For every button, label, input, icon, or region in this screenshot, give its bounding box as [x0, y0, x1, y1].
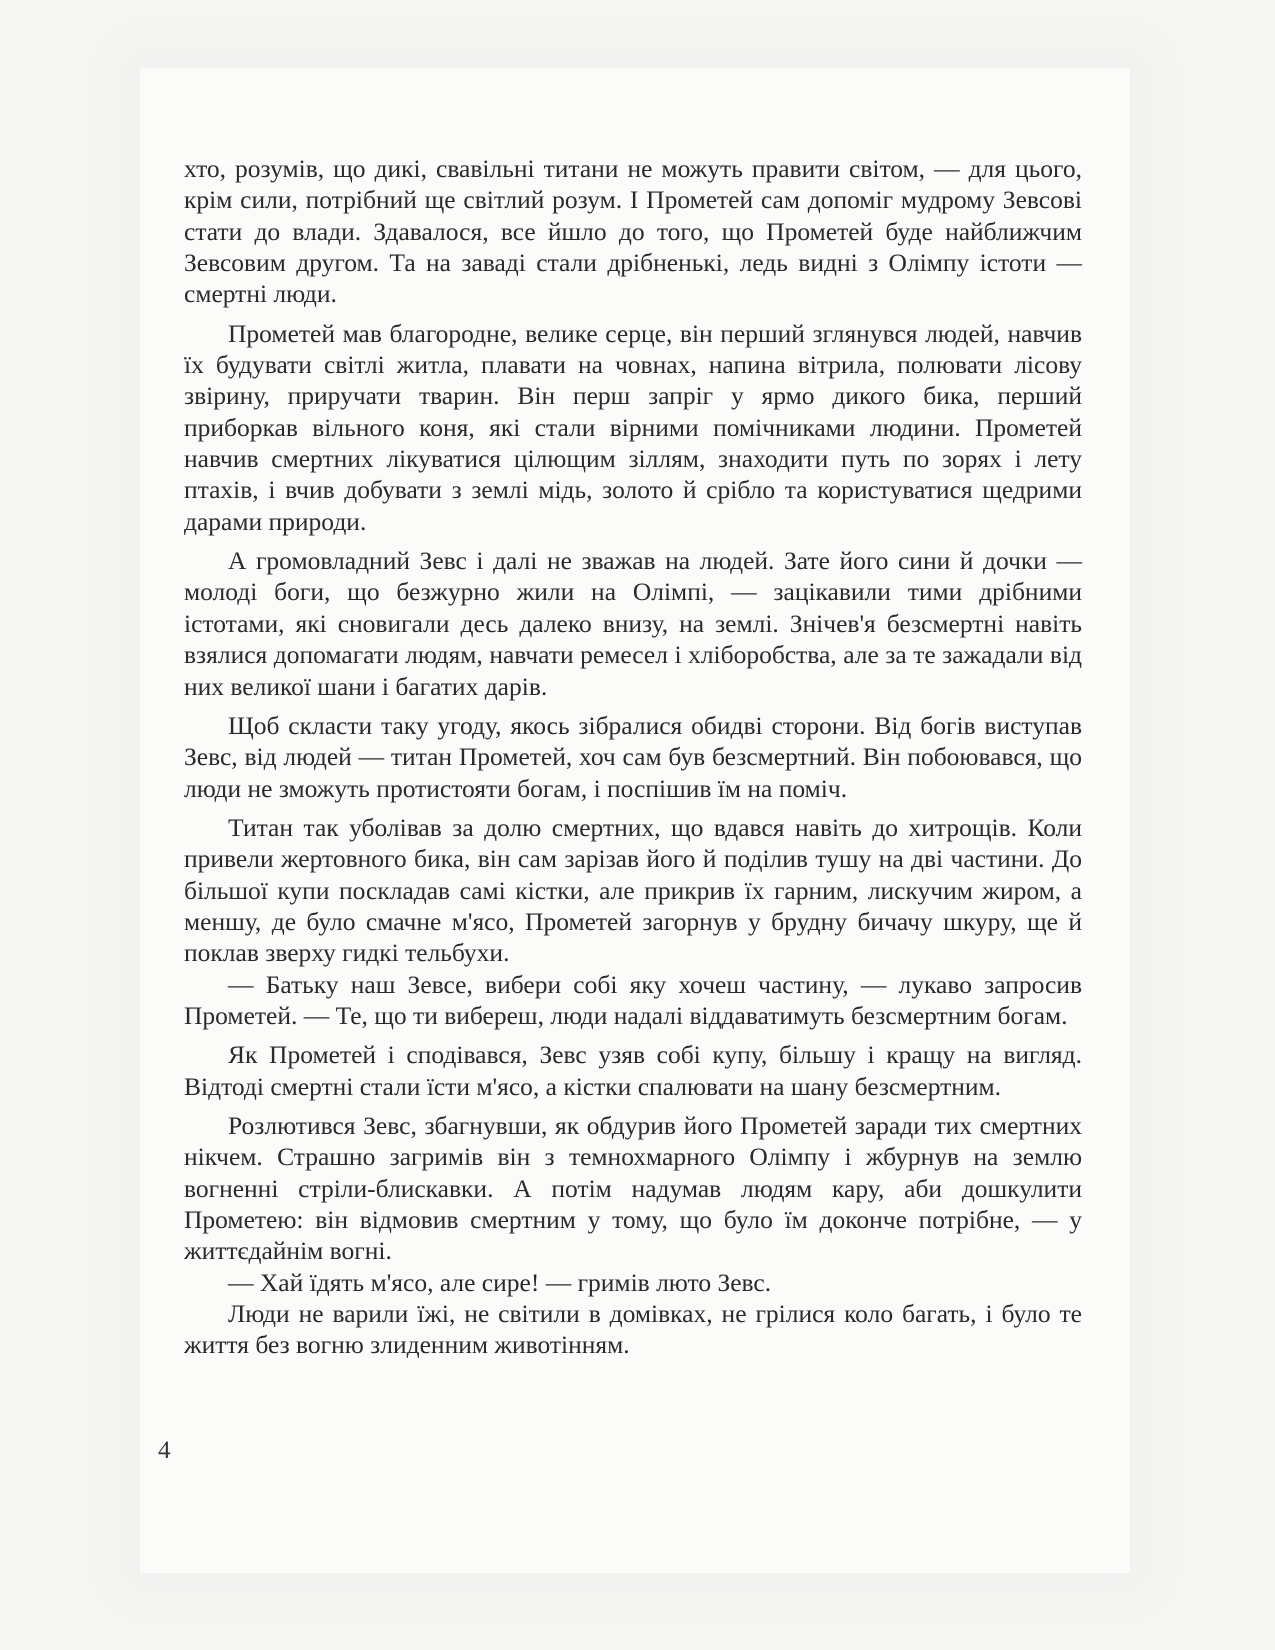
paragraph-dialogue: — Хай їдять м'ясо, але сире! — гримів люто Зевс.: [228, 1267, 772, 1297]
paragraph-dialogue: — Батьку наш Зевсе, вибери собі яку хочеш частину, — лукаво запросив Прометей. — Те, що ти виберeш, люди надалі віддаватимуть безсмертним богам.: [184, 969, 1082, 1030]
paragraph: Розлютився Зевс, збагнувши, як обдурив його Прометей заради тих смертних нікчем. Страшно загримів він з темнохмарного Олімпу і жбурнув на землю вогненні стріли-блискавки. А потім надумав людям кару, аби дошкулити Прометею: він відмовив смертним у тому, що було їм доконче потрібне, — у життєдайнім вогні.: [184, 1110, 1082, 1266]
page-number: 4: [158, 1437, 171, 1464]
paragraph: Титан так уболівав за долю смертних, що вдався навіть до хитрощів. Коли привели жертовного бика, він сам зарізав його й поділив тушу на дві частини. До більшої купи поскладав самі кістки, але прикрив їх гарним, лискучим жиром, а меншу, де було смачне м'ясо, Прометей загорнув у брудну бичачу шкуру, ще й поклав зверху гидкі тельбухи.: [184, 812, 1082, 968]
paragraph: Як Прометей і сподівався, Зевс узяв собі купу, більшу і кращу на вигляд. Відтоді смертні стали їсти м'ясо, а кістки спалювати на шану безсмертним.: [184, 1040, 1082, 1101]
paragraph: А громовладний Зевс і далі не зважав на людей. Зате його сини й дочки — молоді боги, що безжурно жили на Олімпі, — зацікавили тими дрібними істотами, які сновигали десь далеко внизу, на землі. Знічев'я безсмертні навіть взялися допомагати людям, навчати ремесел і хліборобства, але за те зажадали від них великої шани і багатих дарів.: [184, 546, 1082, 701]
paragraph: хто, розумів, що дикі, свавільні титани не можуть правити світом, — для цього, крім сили, потрібний ще світлий розум. І Прометей сам допоміг мудрому Зевсові стати до влади. Здавалося, все йшло до того, що Прометей буде найближчим Зевсовим другом. Та на заваді стали дрібненькі, ледь видні з Олімпу істоти — смертні люди.: [184, 154, 1082, 309]
paragraph: Люди не варили їжі, не світили в домівках, не грілися коло багать, і було те життя без вогню злиденним животінням.: [184, 1299, 1082, 1360]
page-body-text: [184, 153, 1082, 1369]
paragraph: Щоб скласти таку угоду, якось зібралися обидві сторони. Від богів виступав Зевс, від людей — титан Прометей, хоч сам був безсмертний. Він побоювався, що люди не зможуть протистояти богам, і поспішив їм на поміч.: [184, 710, 1082, 803]
paragraph: Прометей мав благородне, велике серце, він перший зглянувся людей, навчив їх будувати світлі житла, плавати на човнах, напина вітрила, полювати лісову звірину, приручати тварин. Він перш запріг у ярмо дикого бика, перший приборкав вільного коня, які стали вірними помічниками людини. Прометей навчив смертних лікуватися цілющим зіллям, знаходити путь по зорях і лету птахів, і вчив добувати з землі мідь, золото й срібло та користуватися щедрими дарами природи.: [184, 318, 1082, 536]
